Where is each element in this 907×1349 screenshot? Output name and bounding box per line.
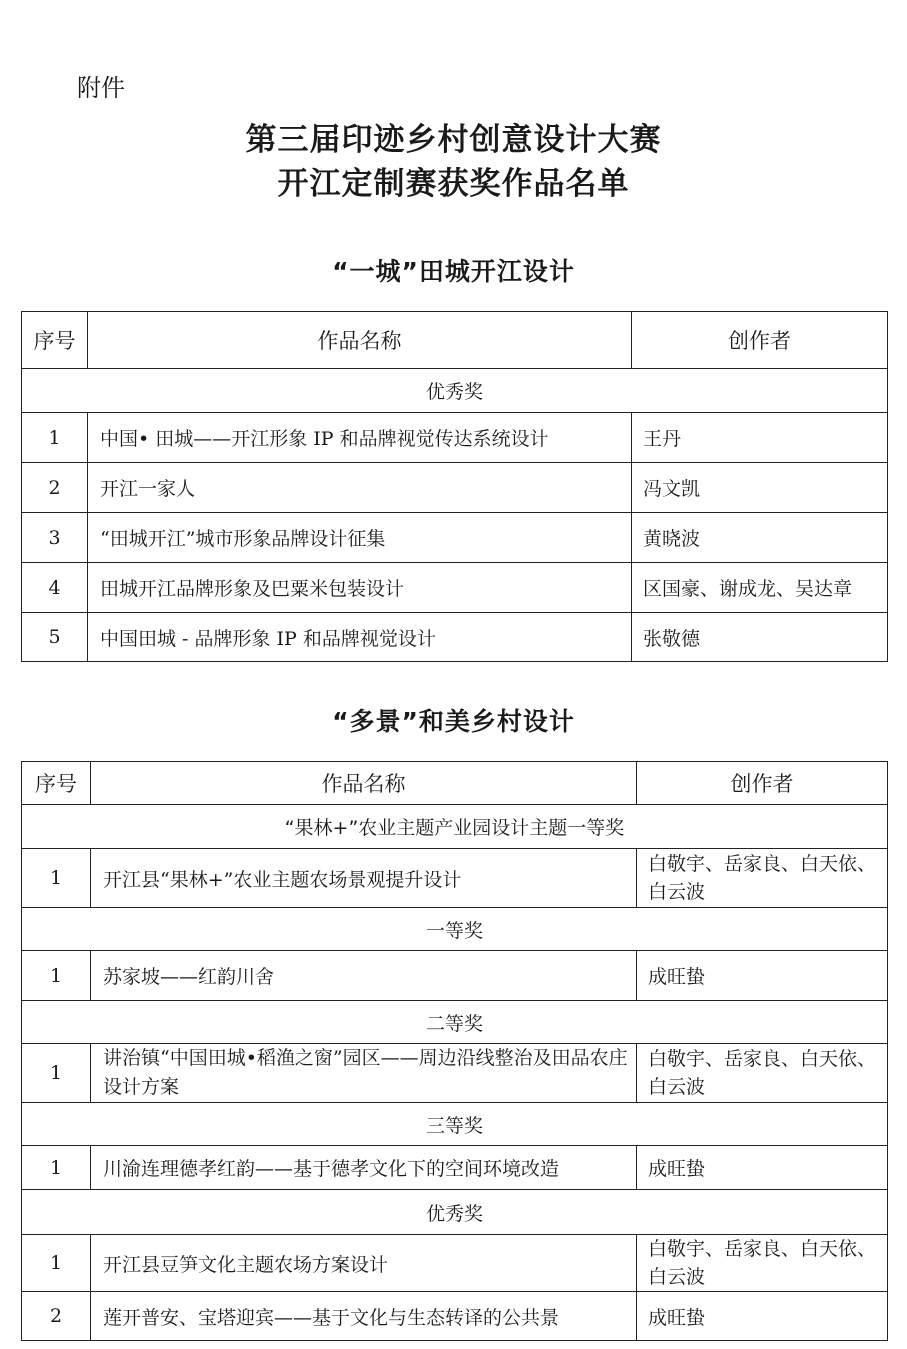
column-header-number: 序号 [22, 312, 88, 369]
row-number: 2 [22, 1292, 91, 1341]
row-number: 1 [22, 1235, 91, 1292]
table-header-row [22, 762, 888, 805]
work-title: 开江县“果林+”农业主题农场景观提升设计 [91, 849, 637, 908]
row-number: 1 [22, 951, 91, 1001]
column-header-author: 创作者 [637, 762, 888, 805]
table-row [22, 1146, 888, 1190]
column-header-author: 创作者 [632, 312, 888, 369]
table-row [22, 463, 888, 513]
row-number: 1 [22, 1044, 91, 1103]
author-name: 区国豪、谢成龙、吴达章 [632, 563, 888, 613]
work-title: 开江一家人 [88, 463, 632, 513]
work-title: 田城开江品牌形象及巴粟米包装设计 [88, 563, 632, 613]
row-number: 1 [22, 849, 91, 908]
attachment-label: 附件 [77, 74, 125, 102]
author-name: 成旺蛰 [637, 1146, 888, 1190]
award-group-label: 一等奖 [22, 908, 888, 951]
row-number: 5 [22, 613, 88, 662]
author-name: 王丹 [632, 413, 888, 463]
award-group-row [22, 1103, 888, 1146]
author-name: 张敬德 [632, 613, 888, 662]
author-name: 冯文凯 [632, 463, 888, 513]
work-title: 讲治镇“中国田城•稻渔之窗”园区——周边沿线整治及田品农庄设计方案 [91, 1044, 637, 1103]
table-row [22, 613, 888, 662]
row-number: 4 [22, 563, 88, 613]
column-header-work: 作品名称 [88, 312, 632, 369]
table-header-row [22, 312, 888, 369]
award-group-row [22, 1001, 888, 1044]
row-number: 1 [22, 413, 88, 463]
author-name: 成旺蛰 [637, 951, 888, 1001]
work-title: 川渝连理德孝红韵——基于德孝文化下的空间环境改造 [91, 1146, 637, 1190]
award-group-row [22, 805, 888, 849]
work-title: 中国田城 - 品牌形象 IP 和品牌视觉设计 [88, 613, 632, 662]
author-name: 白敬宇、岳家良、白天依、白云波 [637, 849, 888, 908]
author-name: 黄晓波 [632, 513, 888, 563]
section-heading-one-city: “一城”田城开江设计 [332, 257, 575, 286]
page-title-line-2: 开江定制赛获奖作品名单 [277, 166, 630, 202]
row-number: 3 [22, 513, 88, 563]
work-title: 中国• 田城——开江形象 IP 和品牌视觉传达系统设计 [88, 413, 632, 463]
awards-table-one-city [21, 311, 888, 662]
table-row [22, 1044, 888, 1103]
author-name: 白敬宇、岳家良、白天依、白云波 [637, 1044, 888, 1103]
table-row [22, 413, 888, 463]
work-title: “田城开江”城市形象品牌设计征集 [88, 513, 632, 563]
awards-table-many-scenes [21, 761, 888, 1341]
row-number: 2 [22, 463, 88, 513]
award-group-label: “果林+”农业主题产业园设计主题一等奖 [22, 805, 888, 849]
award-group-row [22, 908, 888, 951]
award-group-row [22, 1190, 888, 1235]
award-group-label: 优秀奖 [22, 1190, 888, 1235]
award-group-label: 优秀奖 [22, 369, 888, 413]
work-title: 开江县豆笋文化主题农场方案设计 [91, 1235, 637, 1292]
work-title: 莲开普安、宝塔迎宾——基于文化与生态转译的公共景 [91, 1292, 637, 1341]
page-title-line-1: 第三届印迹乡村创意设计大赛 [245, 122, 662, 158]
author-name: 白敬宇、岳家良、白天依、白云波 [637, 1235, 888, 1292]
table-row [22, 513, 888, 563]
column-header-number: 序号 [22, 762, 91, 805]
table-row [22, 1235, 888, 1292]
section-heading-many-scenes: “多景”和美乡村设计 [332, 707, 575, 736]
table-row [22, 563, 888, 613]
column-header-work: 作品名称 [91, 762, 637, 805]
award-group-label: 三等奖 [22, 1103, 888, 1146]
award-group-label: 二等奖 [22, 1001, 888, 1044]
award-group-row [22, 369, 888, 413]
table-row [22, 951, 888, 1001]
table-row [22, 849, 888, 908]
row-number: 1 [22, 1146, 91, 1190]
work-title: 苏家坡——红韵川舍 [91, 951, 637, 1001]
author-name: 成旺蛰 [637, 1292, 888, 1341]
table-row [22, 1292, 888, 1341]
